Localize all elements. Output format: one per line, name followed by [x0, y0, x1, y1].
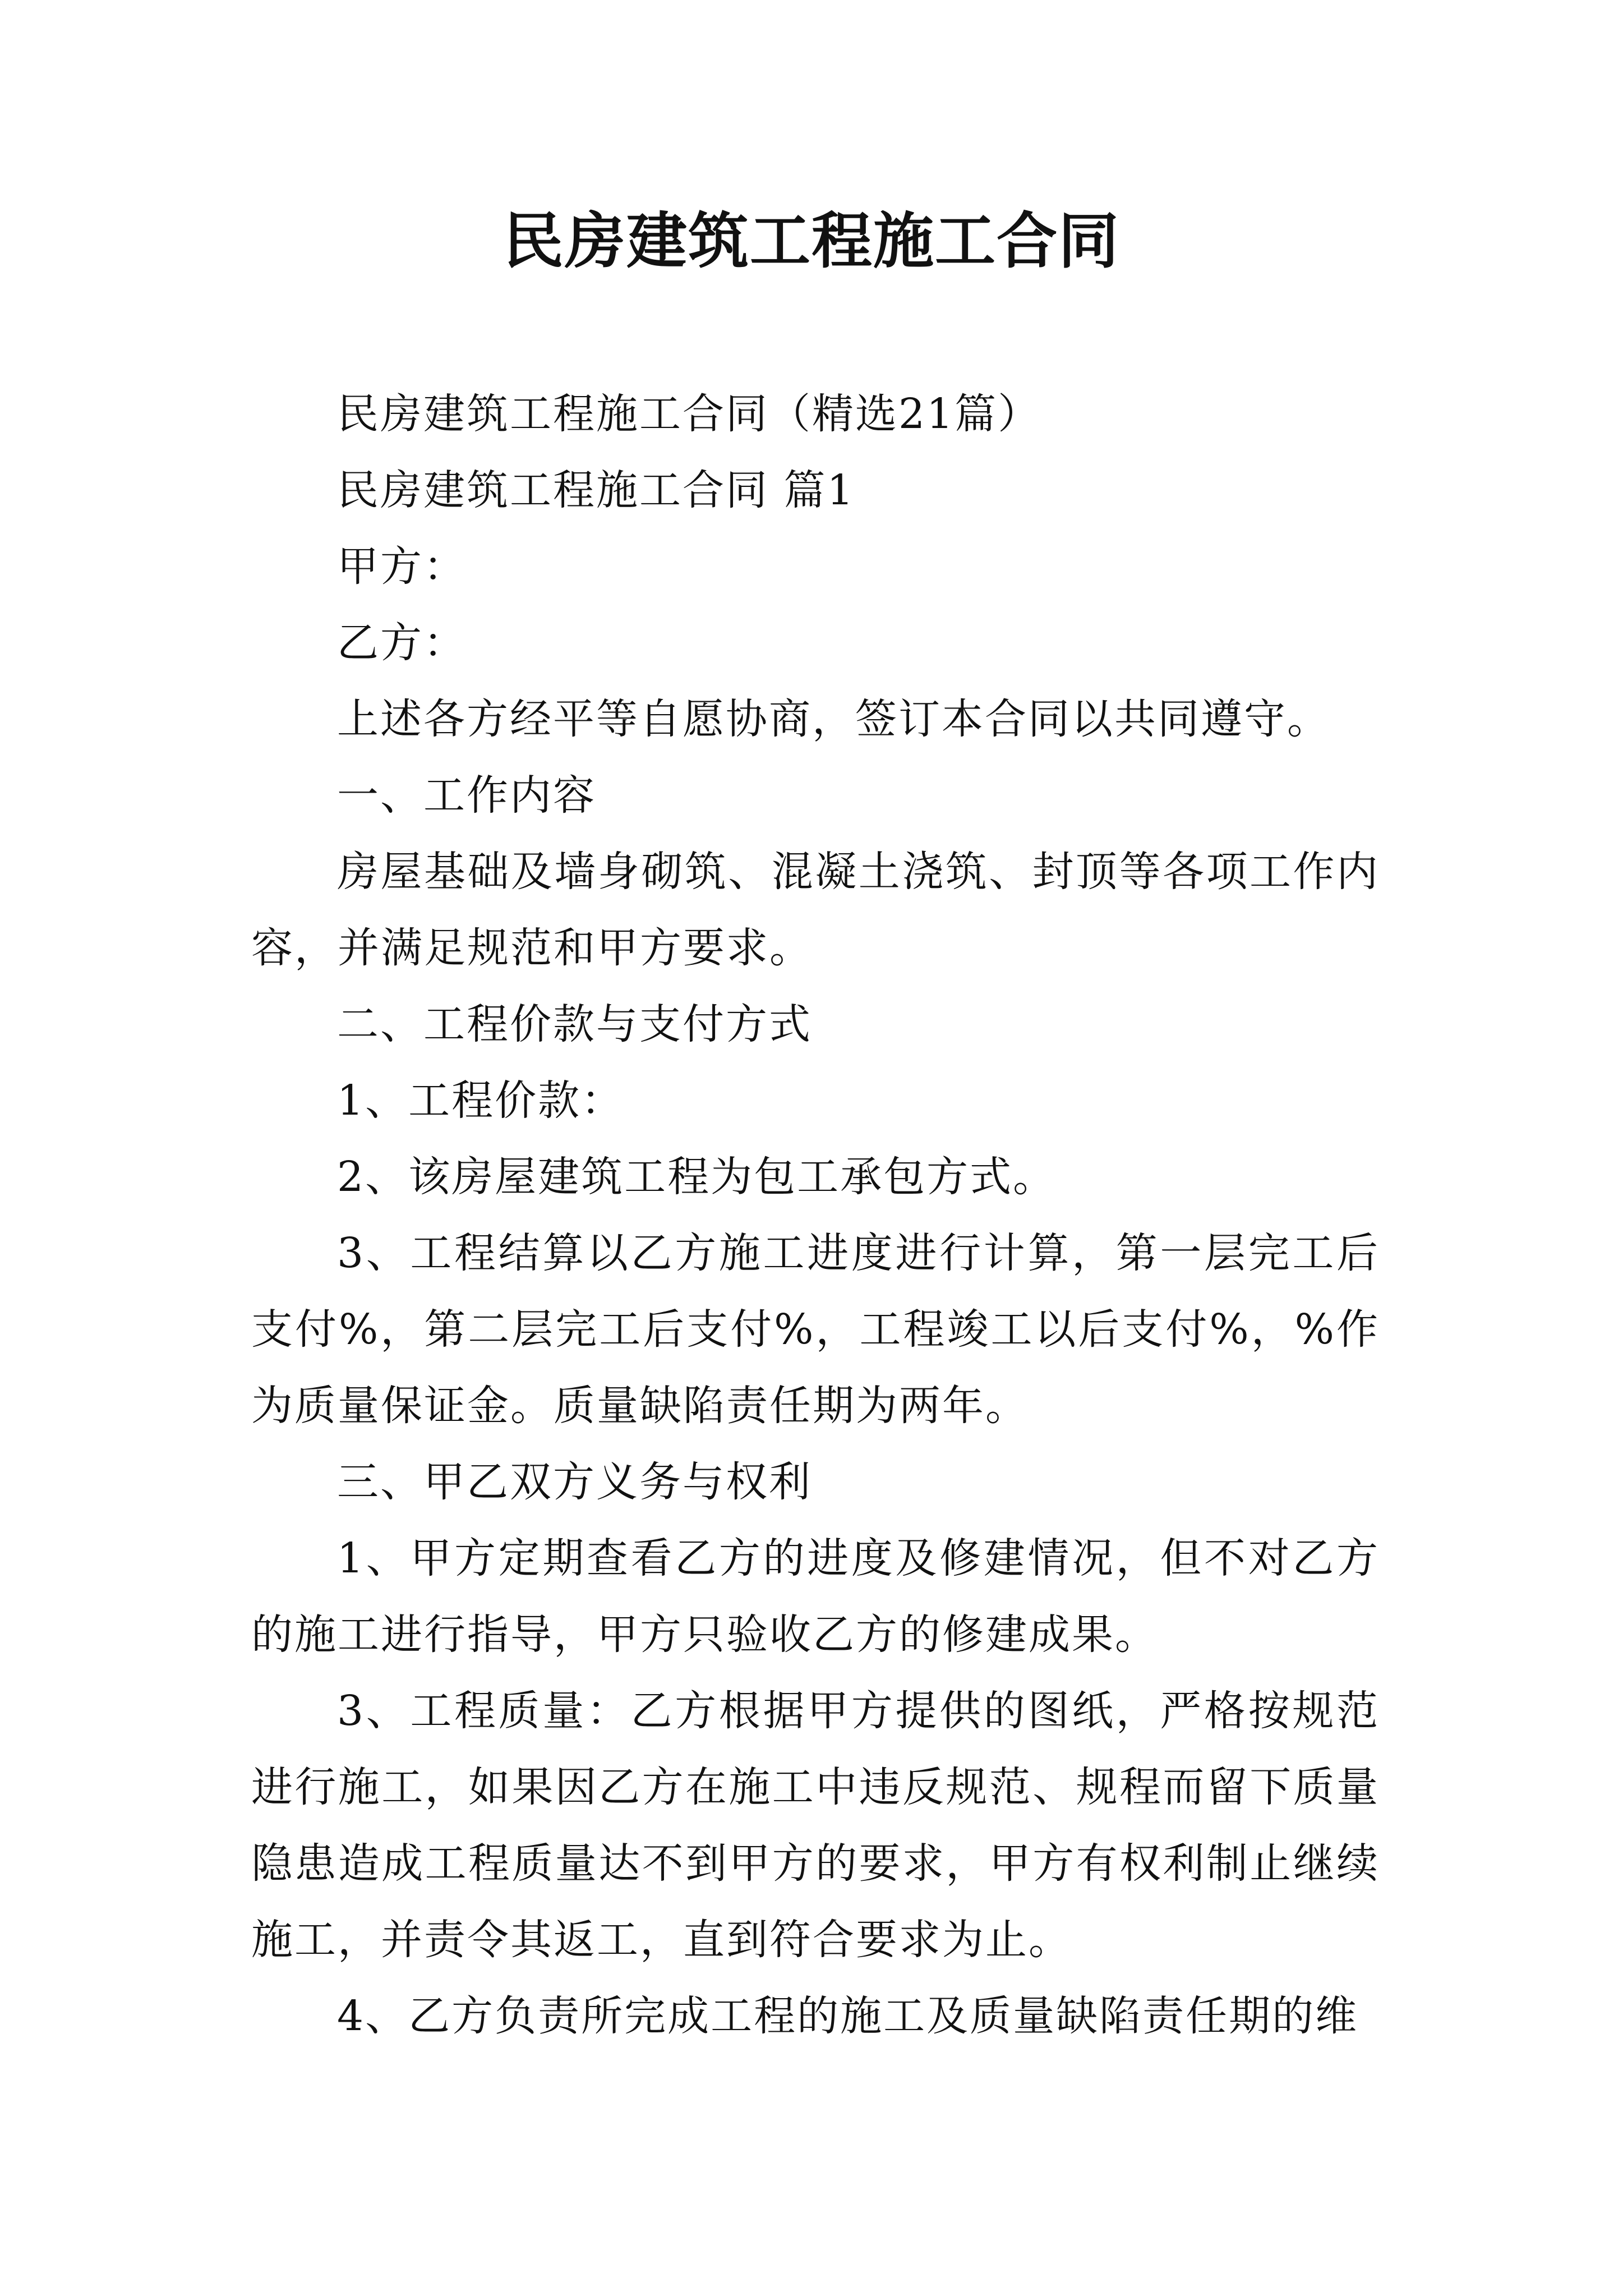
paragraph-work-content: 房屋基础及墙身砌筑、混凝土浇筑、封顶等各项工作内容，并满足规范和甲方要求。 [251, 848, 1380, 972]
paragraph-obligation-3: 3、工程质量：乙方根据甲方提供的图纸，严格按规范进行施工，如果因乙方在施工中违反规范、规程而留下质量隐患造成工程质量达不到甲方的要求，甲方有权利制止继续施工，并责令其返工，直到符合要求为止。 [251, 1687, 1380, 1964]
paragraph-party-b: 乙方： [337, 619, 467, 667]
paragraph-section-heading: 民房建筑工程施工合同 篇1 [337, 466, 855, 514]
paragraph-heading-payment: 二、工程价款与支付方式 [337, 1000, 812, 1048]
paragraph-payment-3: 3、工程结算以乙方施工进度进行计算，第一层完工后支付%，第二层完工后支付%，工程竣工以后支付%，%作为质量保证金。质量缺陷责任期为两年。 [251, 1229, 1380, 1430]
paragraph-heading-obligations: 三、甲乙双方义务与权利 [337, 1458, 812, 1506]
document-title: 民房建筑工程施工合同 [502, 206, 1120, 277]
paragraph-obligation-4: 4、乙方负责所完成工程的施工及质量缺陷责任期的维 [337, 1992, 1359, 2040]
paragraph-payment-1: 1、工程价款： [337, 1076, 625, 1125]
paragraph-subtitle: 民房建筑工程施工合同（精选21篇） [337, 390, 1041, 438]
paragraph-heading-work-content: 一、工作内容 [337, 771, 596, 820]
paragraph-preamble: 上述各方经平等自愿协商，签订本合同以共同遵守。 [337, 695, 1330, 743]
paragraph-party-a: 甲方： [337, 542, 467, 591]
document-body [251, 376, 1380, 2054]
paragraph-payment-2: 2、该房屋建筑工程为包工承包方式。 [337, 1153, 1057, 1201]
paragraph-obligation-1: 1、甲方定期查看乙方的进度及修建情况，但不对乙方的施工进行指导，甲方只验收乙方的修建成果。 [251, 1534, 1380, 1659]
